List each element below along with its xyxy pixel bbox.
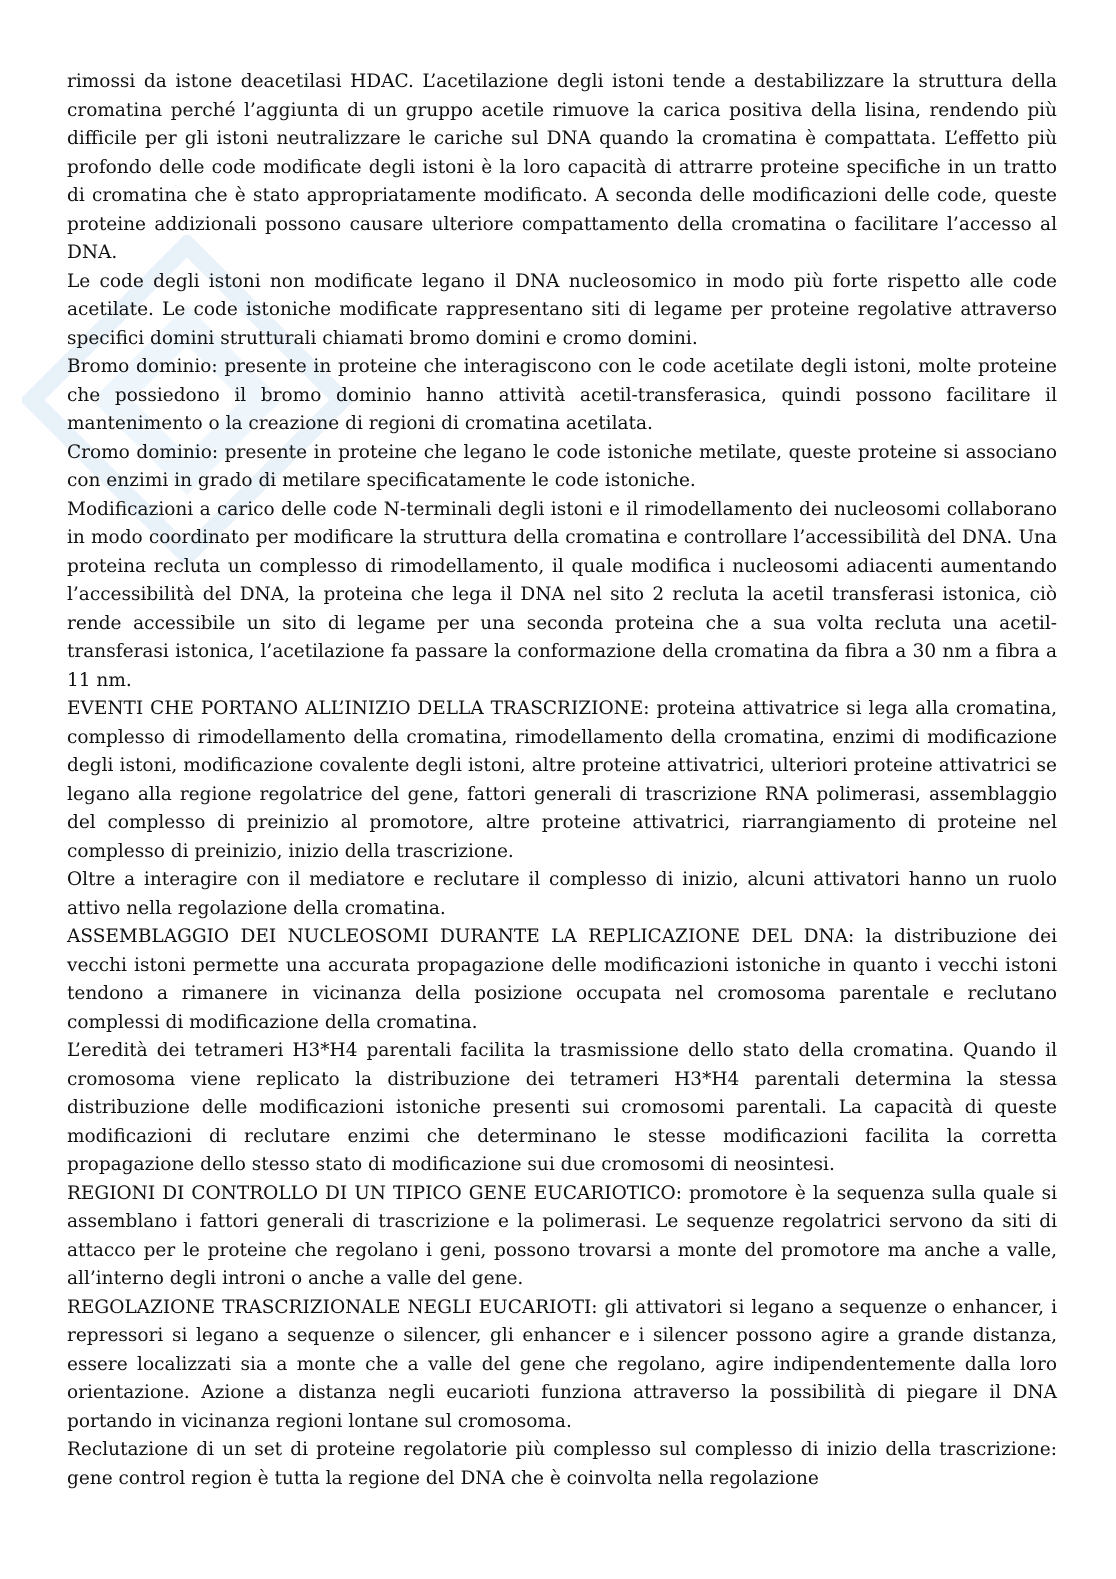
document-body bbox=[67, 68, 1057, 1493]
paragraph-transcriptional-regulation: REGOLAZIONE TRASCRIZIONALE NEGLI EUCARIOTI: gli attivatori si legano a sequenze o enhancer, i repressori si legano a sequenze o silencer, gli enhancer e i silencer possono agire a grande distanza, essere localizzati sia a monte che a valle del gene che regolano, agire indipendentemente dalla loro orientazione. Azione a distanza negli eucarioti funziona attraverso la possibilità di piegare il DNA portando in vicinanza regioni lontane sul cromosoma. bbox=[67, 1296, 1057, 1432]
paragraph-chromo-domain: Cromo dominio: presente in proteine che legano le code istoniche metilate, queste proteine si associano con enzimi in grado di metilare specificatamente le code istoniche. bbox=[67, 441, 1057, 491]
paragraph-transcription-events: EVENTI CHE PORTANO ALL’INIZIO DELLA TRASCRIZIONE: proteina attivatrice si lega alla cromatina, complesso di rimodellamento della cromatina, rimodellamento della cromatina, enzimi di modificazione degli istoni, modificazione covalente degli istoni, altre proteine attivatrici, ulteriori proteine attivatrici se legano alla regione regolatrice del gene, fattori generali di trascrizione RNA polimerasi, assemblaggio del complesso di preinizio al promotore, altre proteine attivatrici, riarrangiamento di proteine nel complesso di preinizio, inizio della trascrizione. bbox=[67, 698, 1057, 862]
paragraph-h3h4-tetramers: L’eredità dei tetrameri H3*H4 parentali facilita la trasmissione dello stato della cromatina. Quando il cromosoma viene replicato la distribuzione dei tetrameri H3*H4 parentali determina la stessa distribuzione delle modificazioni istoniche presenti sui cromosomi parentali. La capacità di queste modificazioni di reclutare enzimi che determinano le stesse modificazioni facilita la corretta propagazione dello stesso stato di modificazione sui due cromosomi di neosintesi. bbox=[67, 1040, 1057, 1175]
paragraph-hdac-acetylation: rimossi da istone deacetilasi HDAC. L’acetilazione degli istoni tende a destabilizzare la struttura della cromatina perché l’aggiunta di un gruppo acetile rimuove la carica positiva della lisina, rendendo più difficile per gli istoni neutralizzare le cariche sul DNA quando la cromatina è compattata. L’effetto più profondo delle code modificate degli istoni è la loro capacità di attrarre proteine specifiche in un tratto di cromatina che è stato appropriatamente modificato. A seconda delle modificazioni delle code, queste proteine addizionali possono causare ulteriore compattamento della cromatina o facilitare l’accesso al DNA. bbox=[67, 71, 1057, 263]
paragraph-regulatory-proteins: Reclutazione di un set di proteine regolatorie più complesso sul complesso di inizio della trascrizione: gene control region è tutta la regione del DNA che è coinvolta nella regolazione bbox=[67, 1439, 1057, 1489]
paragraph-n-terminal-modifications: Modificazioni a carico delle code N-terminali degli istoni e il rimodellamento dei nucleosomi collaborano in modo coordinato per modificare la struttura della cromatina e controllare l’accessibilità del DNA. Una proteina recluta un complesso di rimodellamento, il quale modifica i nucleosomi adiacenti aumentando l’accessibilità del DNA, la proteina che lega il DNA nel sito 2 recluta la acetil transferasi istonica, ciò rende accessibile un sito di legame per una seconda proteina che a sua volta recluta una acetil-transferasi istonica, l’acetilazione fa passare la conformazione della cromatina da fibra a 30 nm a fibra a 11 nm. bbox=[67, 498, 1057, 691]
paragraph-bromo-domain: Bromo dominio: presente in proteine che interagiscono con le code acetilate degli istoni, molte proteine che possiedono il bromo dominio hanno attività acetil-transferasica, quindi possono facilitare il mantenimento o la creazione di regioni di cromatina acetilata. bbox=[67, 356, 1057, 434]
paragraph-control-regions: REGIONI DI CONTROLLO DI UN TIPICO GENE EUCARIOTICO: promotore è la sequenza sulla quale si assemblano i fattori generali di trascrizione e la polimerasi. Le sequenze regolatrici servono da siti di attacco per le proteine che regolano i geni, possono trovarsi a monte del promotore ma anche a valle, all’interno degli introni o anche a valle del gene. bbox=[67, 1182, 1057, 1289]
paragraph-nucleosome-assembly: ASSEMBLAGGIO DEI NUCLEOSOMI DURANTE LA REPLICAZIONE DEL DNA: la distribuzione dei vecchi istoni permette una accurata propagazione delle modificazioni istoniche in quanto i vecchi istoni tendono a rimanere in vicinanza della posizione occupata nel cromosoma parentale e reclutano complessi di modificazione della cromatina. bbox=[67, 926, 1057, 1033]
paragraph-histone-tails: Le code degli istoni non modificate legano il DNA nucleosomico in modo più forte rispetto alle code acetilate. Le code istoniche modificate rappresentano siti di legame per proteine regolative attraverso specifici domini strutturali chiamati bromo domini e cromo domini. bbox=[67, 270, 1057, 349]
paragraph-activators: Oltre a interagire con il mediatore e reclutare il complesso di inizio, alcuni attivatori hanno un ruolo attivo nella regolazione della cromatina. bbox=[67, 869, 1057, 919]
